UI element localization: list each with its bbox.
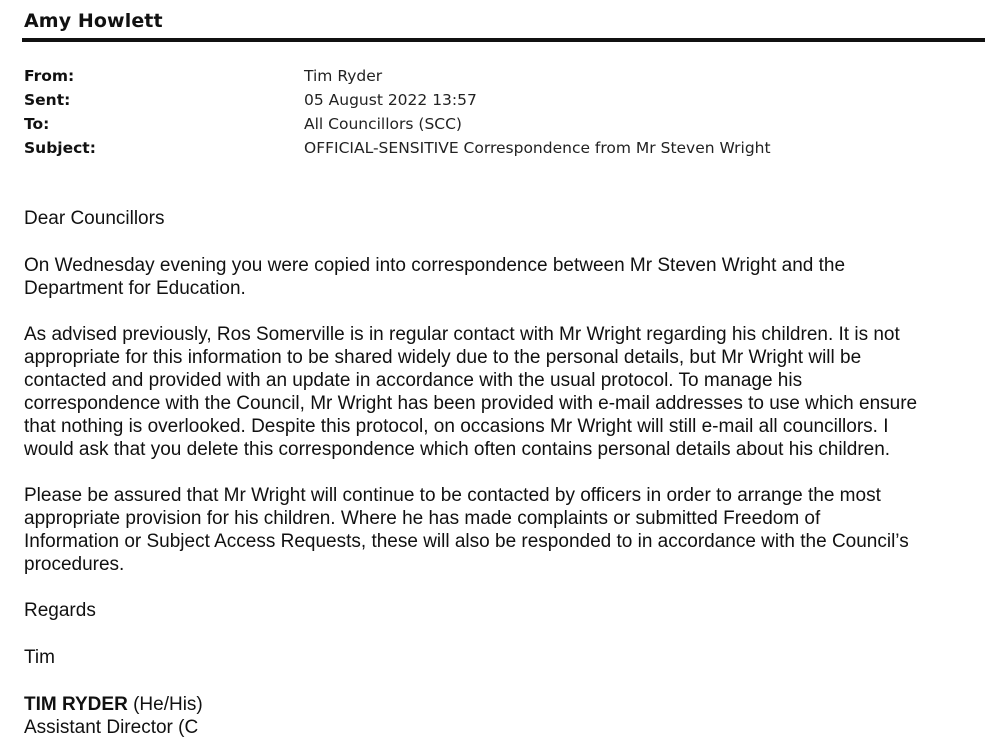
header-row-sent	[24, 88, 964, 112]
sent-value: 05 August 2022 13:57	[304, 91, 477, 109]
greeting: Dear Councillors	[24, 208, 165, 229]
header-divider	[22, 38, 985, 42]
email-header-block	[24, 64, 964, 160]
to-value: All Councillors (SCC)	[304, 115, 462, 133]
sender-name: Amy Howlett	[24, 10, 163, 32]
signature-title: Assistant Director (C	[24, 717, 199, 738]
signature-pronouns: (He/His)	[133, 694, 203, 715]
body-paragraph: As advised previously, Ros Somerville is in regular contact with Mr Wright regarding his children. It is not appropriate for this information to be shared widely due to the personal details, but Mr Wright will be contacted and provided with an update in accordance with the usual protocol. To manage his correspondence with the Council, Mr Wright has been provided with e-mail addresses to use which ensure that nothing is overlooked. Despite this protocol, on occasions Mr Wright will still e-mail all councillors. I would ask that you delete this correspondence which often contains personal details about his children.	[24, 324, 918, 460]
body-paragraph: On Wednesday evening you were copied into correspondence between Mr Steven Wright and the Department for Education.	[24, 255, 846, 299]
header-label: From:	[24, 67, 75, 85]
email-body	[24, 207, 984, 739]
signature-line	[24, 693, 984, 716]
header-row-from	[24, 64, 964, 88]
header-label: To:	[24, 115, 50, 133]
closing: Regards	[24, 600, 96, 621]
subject-value: OFFICIAL-SENSITIVE Correspondence from Mr Steven Wright	[304, 139, 771, 157]
header-row-subject	[24, 136, 964, 160]
header-label: Subject:	[24, 139, 96, 157]
body-paragraph: Please be assured that Mr Wright will continue to be contacted by officers in order to arrange the most appropriate provision for his children. Where he has made complaints or submitted Freedom of Information or Subject Access Requests, these will also be responded to in accordance with the Council’s procedures.	[24, 485, 909, 575]
sign-off: Tim	[24, 647, 55, 668]
signature-name: TIM RYDER	[24, 694, 128, 715]
header-label: Sent:	[24, 91, 71, 109]
from-value: Tim Ryder	[304, 67, 383, 85]
header-row-to	[24, 112, 964, 136]
